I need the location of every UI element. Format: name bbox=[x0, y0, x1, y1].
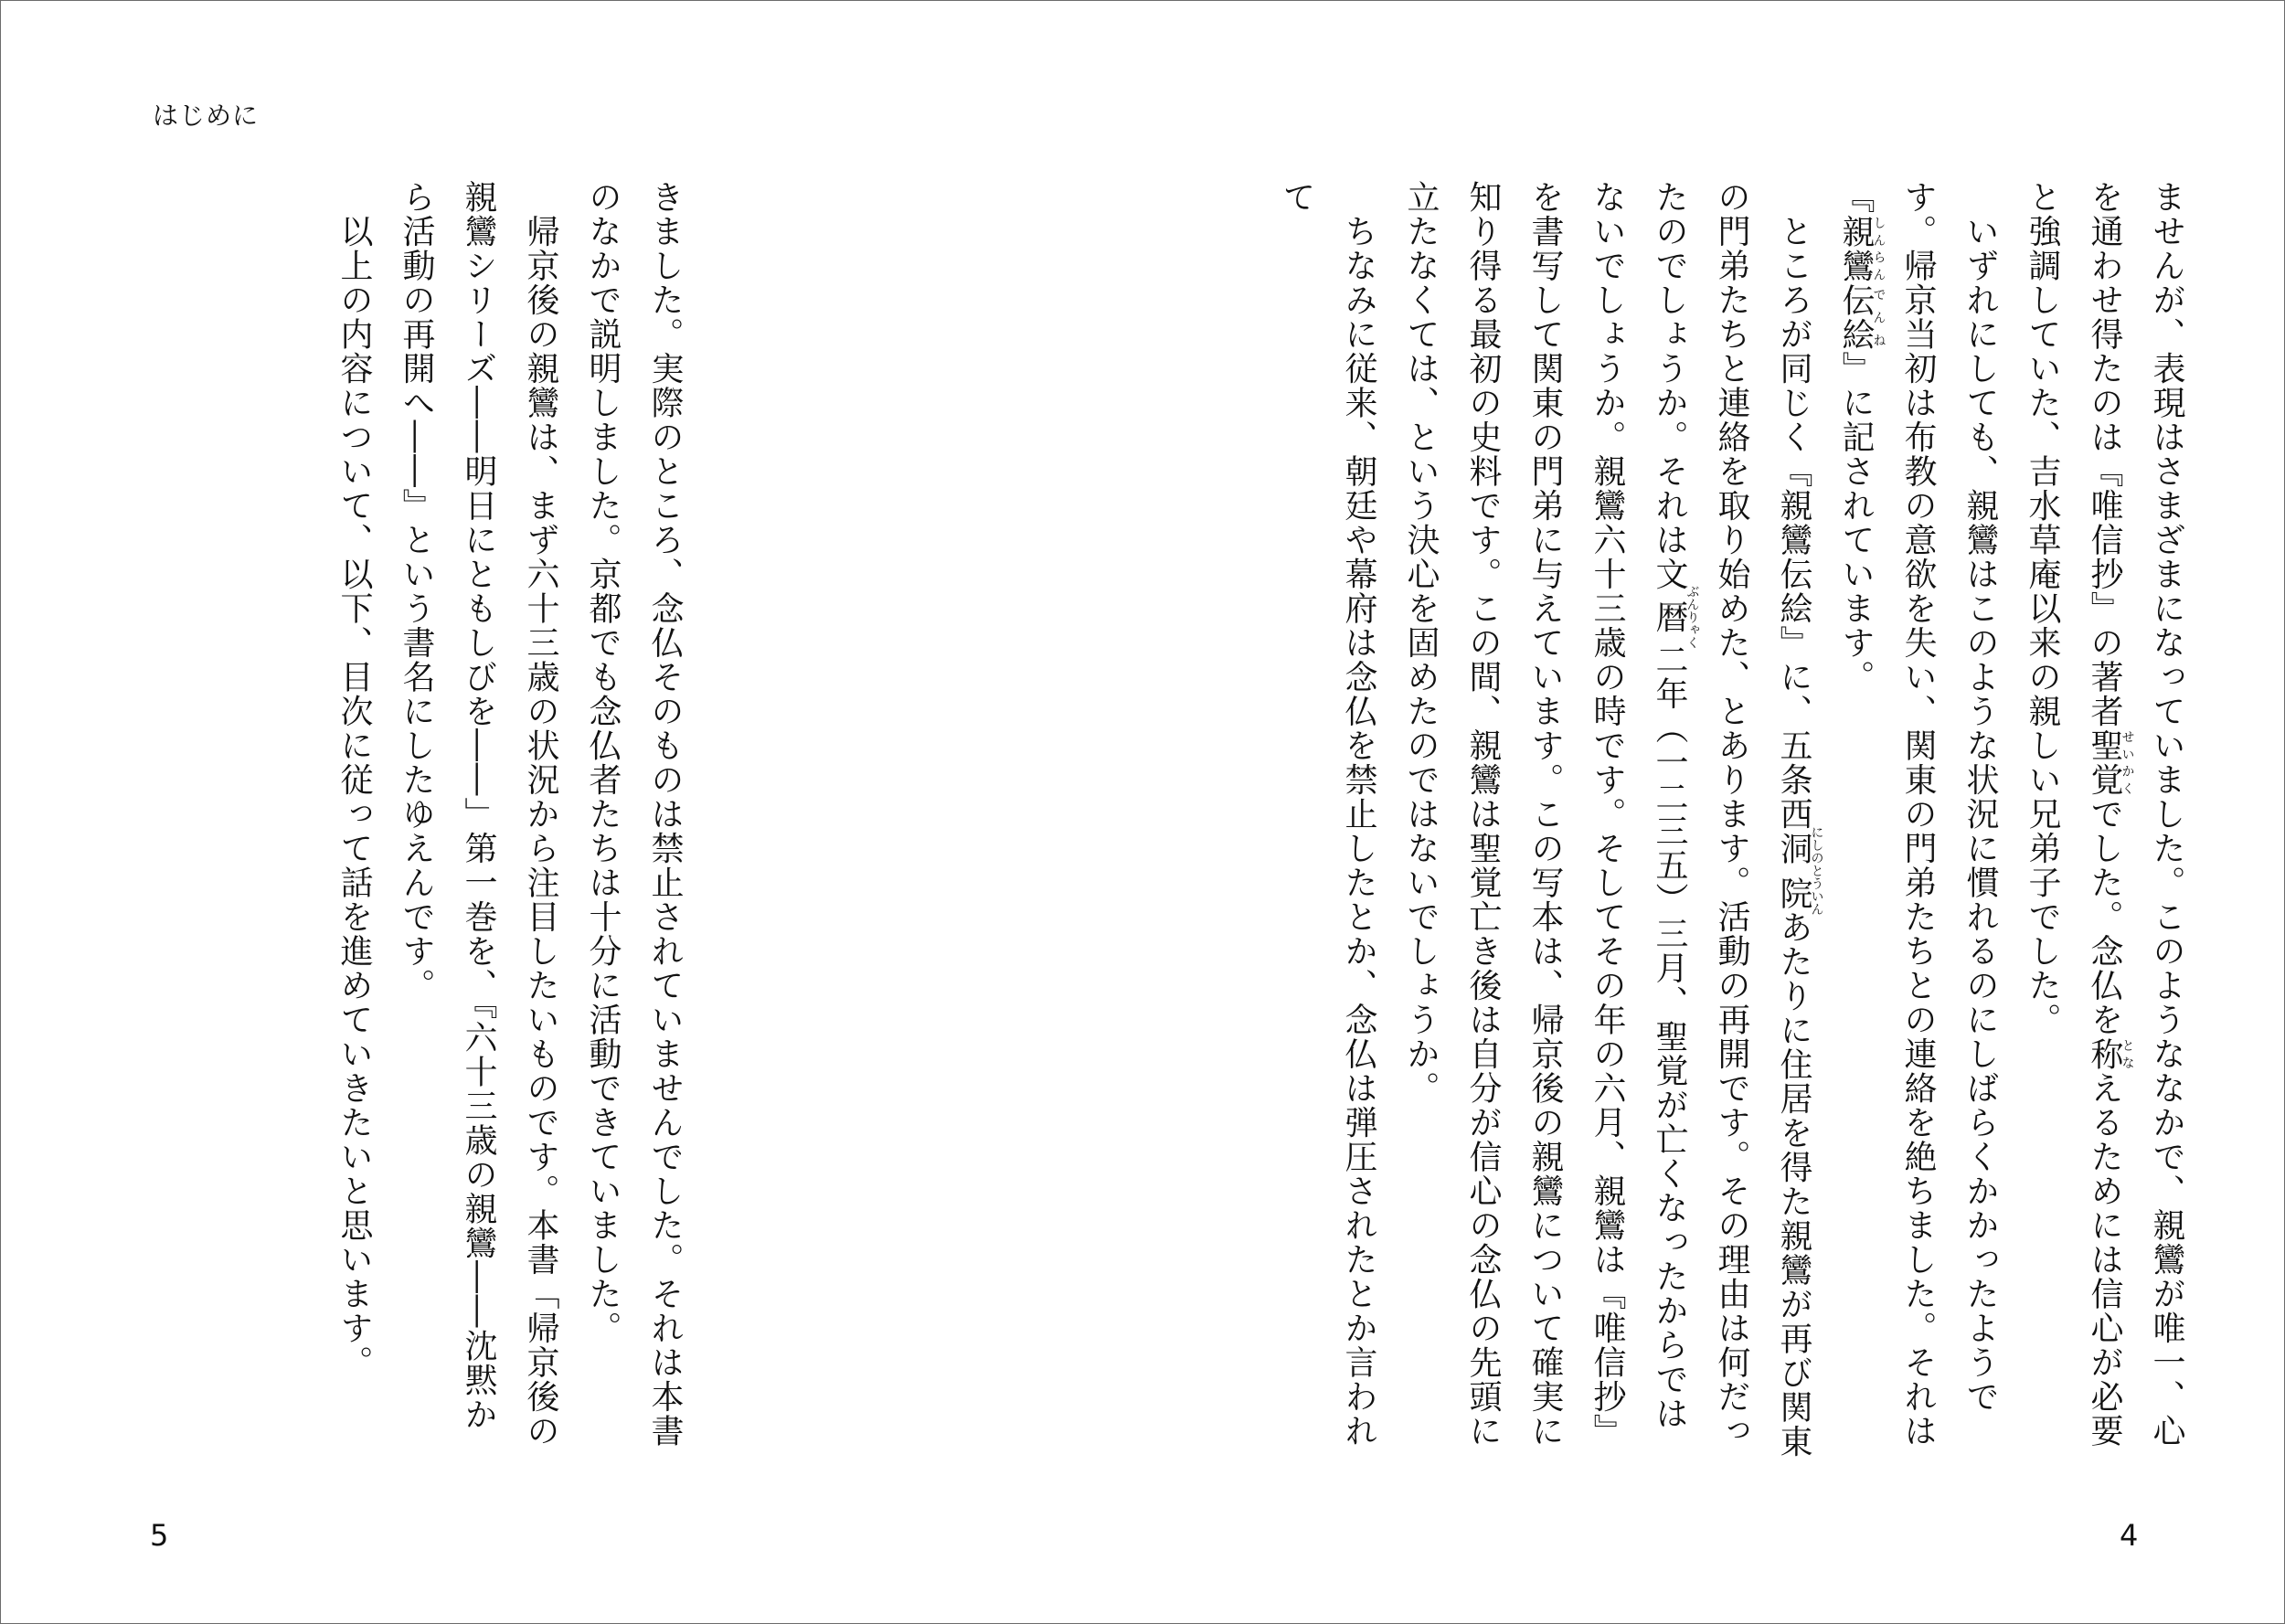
furigana: ぶんりゃく bbox=[1685, 585, 1700, 649]
text-run: えるためには信心が必要と強調していた、吉水草庵以来の親しい兄弟子でした。 bbox=[2024, 180, 2123, 1449]
text-run: 以上の内容について、以下、目次に従って話を進めていきたいと思います。 bbox=[335, 180, 373, 1380]
text-run: 二年（一二三五）三月、聖覚が亡くなったからではないでしょうか。親鸞六十三歳の時です。そしてその年の六月、親鸞は『唯信抄』を書写して関東の門弟に与えています。この写本は、帰京後の親鸞について確実に知り得る最初の史料です。この間、親鸞は聖覚亡き後は自分が信心の念仏の先頭に立たなくては、という決心を固めたのではないでしょうか。 bbox=[1402, 180, 1688, 1449]
page-number-right: 4 bbox=[2120, 1518, 2139, 1553]
text-run: いずれにしても、親鸞はこのような状況に慣れるのにしばらくかかったようです。帰京当初は布教の意欲を失い、関東の門弟たちとの連絡を絶ちました。それは『 bbox=[1837, 180, 1999, 1449]
text-run: ませんが、表現はさまざまになっていました。このようななかで、親鸞が唯一、心を通わせ得たのは『唯信抄』の著者 bbox=[2086, 180, 2185, 1449]
text-run: ちなみに従来、朝廷や幕府は念仏を禁止したとか、念仏は弾圧されたとか言われて bbox=[1278, 180, 1377, 1449]
paragraph bbox=[571, 180, 696, 1459]
text-run: きました。実際のところ、念仏そのものは禁止されていませんでした。それは本書のなかで説明しました。京都でも念仏者たちは十分に活動できていました。 bbox=[584, 180, 684, 1449]
paragraph bbox=[385, 180, 571, 1459]
ruby-annotated-text bbox=[1775, 825, 1824, 916]
paragraph bbox=[1389, 180, 1824, 1459]
page-number-left: 5 bbox=[150, 1518, 169, 1553]
left-page-text bbox=[0, 180, 696, 1459]
ruby-base: 暦 bbox=[1651, 585, 1688, 649]
text-run: あたりに住居を得た親鸞が再び関東の門弟たちと連絡を取り始めた、とあります。活動の再開です。その理由は何だったのでしょうか。それは文 bbox=[1651, 180, 1812, 1459]
furigana: でんね bbox=[1871, 282, 1886, 352]
furigana: せいかく bbox=[2120, 728, 2135, 797]
paragraph bbox=[1824, 180, 2011, 1459]
ruby-annotated-text bbox=[1837, 282, 1886, 352]
text-run: でした。念仏を bbox=[2086, 797, 2123, 1037]
paragraph bbox=[2011, 180, 2197, 1459]
ruby-annotated-text bbox=[2086, 1036, 2135, 1072]
ruby-base: 称 bbox=[2086, 1036, 2123, 1071]
furigana: しんらん bbox=[1871, 214, 1886, 283]
text-run: 帰京後の親鸞は、まず六十三歳の状況から注目したいものです。本書「帰京後の親鸞シリーズ――明日にともしびを――」第一巻を、『六十三歳の親鸞――沈黙から活動の再開へ――』という書名にしたゆえんです。 bbox=[398, 180, 559, 1449]
ruby-base: 洞院 bbox=[1775, 825, 1812, 916]
paragraph bbox=[323, 180, 385, 1459]
ruby-annotated-text bbox=[1837, 214, 1886, 283]
ruby-base: 伝絵 bbox=[1837, 282, 1875, 352]
right-page-text bbox=[1192, 180, 2197, 1459]
paragraph bbox=[1265, 180, 1389, 1459]
ruby-annotated-text bbox=[1651, 585, 1700, 649]
ruby-base: 聖覚 bbox=[2086, 728, 2123, 797]
text-run: 』に記されています。 bbox=[1837, 351, 1875, 695]
ruby-annotated-text bbox=[2086, 728, 2135, 797]
ruby-base: 親鸞 bbox=[1837, 214, 1875, 283]
running-head: はじめに bbox=[153, 101, 260, 131]
furigana: にしのとういん bbox=[1809, 825, 1824, 916]
text-run: ところが同じく『親鸞伝絵』に、五条西 bbox=[1775, 180, 1812, 832]
furigana: とな bbox=[2120, 1036, 2135, 1071]
